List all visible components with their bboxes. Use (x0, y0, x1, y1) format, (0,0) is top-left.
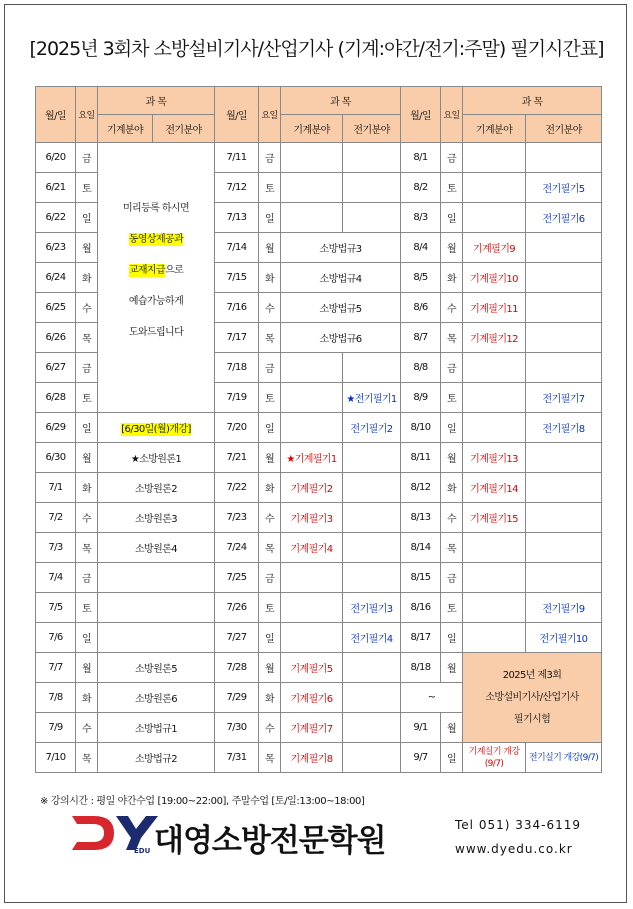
date-cell: 7/31 (215, 743, 259, 773)
date-cell: 7/19 (215, 383, 259, 413)
elec-subject-cell (526, 143, 602, 173)
date-cell: 7/12 (215, 173, 259, 203)
elec-subject-cell: 전기필기10 (526, 623, 602, 653)
mech-practical-notice: 기계실기 개강(9/7) (463, 743, 526, 773)
elec-subject-cell (343, 683, 401, 713)
elec-subject-cell: 전기필기8 (526, 413, 602, 443)
day-cell: 토 (76, 173, 98, 203)
date-cell: 8/2 (401, 173, 441, 203)
date-cell: 6/26 (36, 323, 76, 353)
open-notice (98, 413, 215, 443)
table-row (36, 503, 602, 533)
mech-subject-cell: 기계필기8 (281, 743, 343, 773)
mech-subject-cell (281, 173, 343, 203)
mech-subject-cell (463, 203, 526, 233)
promo-message (98, 143, 215, 413)
date-cell: 7/16 (215, 293, 259, 323)
table-row (36, 443, 602, 473)
date-cell: 7/20 (215, 413, 259, 443)
day-cell: 월 (259, 233, 281, 263)
mech-subject-cell: 기계필기5 (281, 653, 343, 683)
date-cell: 8/12 (401, 473, 441, 503)
date-cell: 7/22 (215, 473, 259, 503)
day-cell: 월 (76, 653, 98, 683)
date-cell: 8/1 (401, 143, 441, 173)
date-cell: 8/6 (401, 293, 441, 323)
elec-subject-cell (526, 263, 602, 293)
day-cell: 월 (441, 443, 463, 473)
day-cell: 목 (76, 533, 98, 563)
elec-subject-cell: 전기필기4 (343, 623, 401, 653)
header-mech: 기계분야 (98, 115, 153, 143)
day-cell: 토 (259, 173, 281, 203)
mech-subject-cell: ★기계필기1 (281, 443, 343, 473)
date-cell: 8/4 (401, 233, 441, 263)
day-cell: 수 (259, 713, 281, 743)
elec-subject-cell (343, 143, 401, 173)
table-row (36, 473, 602, 503)
date-cell: 8/7 (401, 323, 441, 353)
mech-subject-cell: 기계필기4 (281, 533, 343, 563)
mech-subject-cell (463, 533, 526, 563)
date-cell: 7/26 (215, 593, 259, 623)
promo-line: 예습가능하게 (128, 296, 184, 307)
elec-subject-cell (343, 473, 401, 503)
day-cell: 화 (441, 263, 463, 293)
exam-line: 필기시험 (513, 713, 551, 725)
day-cell: 수 (259, 503, 281, 533)
header-date: 월/일 (401, 87, 441, 143)
header-subject: 과 목 (281, 87, 401, 115)
date-cell: 6/24 (36, 263, 76, 293)
day-cell: 토 (259, 383, 281, 413)
date-cell: 7/17 (215, 323, 259, 353)
day-cell: 금 (76, 353, 98, 383)
date-cell: 7/8 (36, 683, 76, 713)
day-cell: 화 (259, 473, 281, 503)
date-cell: 7/27 (215, 623, 259, 653)
elec-subject-cell: 전기필기5 (526, 173, 602, 203)
mech-subject-cell: 기계필기10 (463, 263, 526, 293)
day-cell: 목 (441, 323, 463, 353)
elec-subject-cell (343, 653, 401, 683)
elec-subject-cell (343, 563, 401, 593)
mech-subject-cell (281, 563, 343, 593)
date-cell: 7/1 (36, 473, 76, 503)
day-cell: 일 (259, 623, 281, 653)
day-cell: 화 (441, 473, 463, 503)
date-cell: 8/8 (401, 353, 441, 383)
mech-subject-cell: 기계필기11 (463, 293, 526, 323)
table-row (36, 593, 602, 623)
dy-edu-logo (70, 812, 160, 854)
day-cell: 토 (441, 173, 463, 203)
date-cell: 7/28 (215, 653, 259, 683)
mech-subject-cell (281, 203, 343, 233)
date-cell: 6/27 (36, 353, 76, 383)
class-time-note: ※ 강의시간 : 평일 야간수업 [19:00~22:00], 주말수업 [토/일:13:00~18:00] (40, 796, 365, 807)
mech-subject-cell (463, 143, 526, 173)
day-cell: 화 (76, 683, 98, 713)
elec-subject-cell (343, 443, 401, 473)
elec-subject-cell (343, 713, 401, 743)
date-cell: 9/1 (401, 713, 441, 743)
elec-subject-cell (343, 533, 401, 563)
table-row (36, 743, 602, 773)
date-cell: 7/11 (215, 143, 259, 173)
date-cell: 7/14 (215, 233, 259, 263)
day-cell: 수 (76, 293, 98, 323)
mech-subject-cell (281, 383, 343, 413)
mech-subject-cell: 기계필기9 (463, 233, 526, 263)
date-cell: 6/30 (36, 443, 76, 473)
day-cell: 일 (259, 413, 281, 443)
day-cell: 금 (259, 563, 281, 593)
elec-subject-cell (526, 473, 602, 503)
telephone: Tel 051) 334-6119 (455, 818, 581, 832)
date-cell: 7/6 (36, 623, 76, 653)
elec-subject-cell (343, 743, 401, 773)
elec-subject-cell (526, 563, 602, 593)
subject-cell: 소방법규6 (281, 323, 401, 353)
subject-cell: 소방원론3 (98, 503, 215, 533)
elec-subject-cell (343, 203, 401, 233)
table-row (36, 143, 602, 173)
date-cell: 7/21 (215, 443, 259, 473)
day-cell: 일 (441, 413, 463, 443)
date-cell: 8/14 (401, 533, 441, 563)
elec-subject-cell (526, 353, 602, 383)
date-cell: 8/16 (401, 593, 441, 623)
subject-cell (98, 593, 215, 623)
subject-cell: 소방원론6 (98, 683, 215, 713)
date-cell: 6/23 (36, 233, 76, 263)
date-cell: 8/11 (401, 443, 441, 473)
header-subject: 과 목 (463, 87, 602, 115)
date-cell: 7/5 (36, 593, 76, 623)
elec-subject-cell (526, 293, 602, 323)
date-cell: 7/7 (36, 653, 76, 683)
mech-subject-cell: 기계필기2 (281, 473, 343, 503)
mech-subject-cell: 기계필기12 (463, 323, 526, 353)
page-title: [2025년 3회차 소방설비기사/산업기사 (기계:야간/전기:주말) 필기시간표] (29, 38, 604, 60)
website: www.dyedu.co.kr (455, 842, 573, 856)
date-cell: 7/24 (215, 533, 259, 563)
subject-cell: 소방법규4 (281, 263, 401, 293)
day-cell: 금 (76, 563, 98, 593)
mech-subject-cell (463, 623, 526, 653)
schedule-table (35, 86, 602, 773)
day-cell: 화 (259, 263, 281, 293)
date-cell: 7/25 (215, 563, 259, 593)
mech-subject-cell: 기계필기15 (463, 503, 526, 533)
day-cell: 화 (76, 473, 98, 503)
day-cell: 금 (441, 143, 463, 173)
elec-subject-cell: 전기필기7 (526, 383, 602, 413)
header-elec: 전기분야 (526, 115, 602, 143)
mech-subject-cell (463, 353, 526, 383)
date-cell: 7/23 (215, 503, 259, 533)
date-cell: 8/13 (401, 503, 441, 533)
subject-cell (98, 563, 215, 593)
elec-subject-cell (526, 323, 602, 353)
date-cell: 6/21 (36, 173, 76, 203)
table-row (36, 623, 602, 653)
header-mech: 기계분야 (463, 115, 526, 143)
day-cell: 월 (441, 233, 463, 263)
date-cell: 7/30 (215, 713, 259, 743)
elec-subject-cell: 전기필기3 (343, 593, 401, 623)
day-cell: 수 (76, 713, 98, 743)
subject-cell: ★소방원론1 (98, 443, 215, 473)
mech-subject-cell (281, 353, 343, 383)
day-cell: 수 (259, 293, 281, 323)
elec-subject-cell (526, 443, 602, 473)
day-cell: 금 (441, 353, 463, 383)
date-cell: 8/5 (401, 263, 441, 293)
header-day: 요일 (76, 87, 98, 143)
mech-subject-cell (463, 593, 526, 623)
mech-subject-cell: 기계필기7 (281, 713, 343, 743)
header-elec: 전기분야 (343, 115, 401, 143)
promo-highlight: 교재지급 (128, 265, 166, 276)
day-cell: 월 (259, 443, 281, 473)
date-cell: 8/3 (401, 203, 441, 233)
elec-subject-cell: 전기필기9 (526, 593, 602, 623)
day-cell: 월 (259, 653, 281, 683)
day-cell: 일 (259, 203, 281, 233)
day-cell: 일 (441, 203, 463, 233)
date-cell: 8/17 (401, 623, 441, 653)
day-cell: 화 (76, 263, 98, 293)
header-day: 요일 (441, 87, 463, 143)
mech-subject-cell: 기계필기6 (281, 683, 343, 713)
promo-line: 미리등록 하시면 (123, 203, 189, 214)
date-cell: 8/15 (401, 563, 441, 593)
date-cell: 7/10 (36, 743, 76, 773)
date-cell: 6/28 (36, 383, 76, 413)
table-row (36, 413, 602, 443)
day-cell: 금 (259, 143, 281, 173)
date-cell: 6/20 (36, 143, 76, 173)
promo-line: 도와드립니다 (128, 327, 184, 338)
subject-cell: 소방원론4 (98, 533, 215, 563)
mech-subject-cell (463, 173, 526, 203)
day-cell: 월 (441, 713, 463, 743)
date-cell: 7/29 (215, 683, 259, 713)
day-cell: 월 (76, 443, 98, 473)
day-cell: 금 (259, 353, 281, 383)
day-cell: 월 (441, 653, 463, 683)
day-cell: 수 (441, 503, 463, 533)
day-cell: 화 (259, 683, 281, 713)
header-date: 월/일 (215, 87, 259, 143)
elec-subject-cell (343, 503, 401, 533)
exam-line: 2025년 제3회 (502, 669, 562, 681)
day-cell: 금 (76, 143, 98, 173)
mech-subject-cell (281, 413, 343, 443)
date-cell: 7/15 (215, 263, 259, 293)
day-cell: 수 (441, 293, 463, 323)
academy-name: 대영소방전문학원 (154, 823, 386, 859)
exam-notice (463, 653, 602, 743)
date-cell: 8/9 (401, 383, 441, 413)
subject-cell: 소방원론2 (98, 473, 215, 503)
elec-subject-cell (343, 353, 401, 383)
mech-subject-cell: 기계필기14 (463, 473, 526, 503)
header-date: 월/일 (36, 87, 76, 143)
date-cell: 7/13 (215, 203, 259, 233)
mech-subject-cell (281, 593, 343, 623)
mech-subject-cell (463, 413, 526, 443)
mech-subject-cell (281, 623, 343, 653)
date-cell: 8/10 (401, 413, 441, 443)
day-cell: 목 (76, 323, 98, 353)
day-cell: 월 (76, 233, 98, 263)
header-subject: 과 목 (98, 87, 215, 115)
date-cell: 8/18 (401, 653, 441, 683)
date-cell: 6/29 (36, 413, 76, 443)
day-cell: 목 (441, 533, 463, 563)
mech-subject-cell: 기계필기13 (463, 443, 526, 473)
date-cell: 7/3 (36, 533, 76, 563)
elec-subject-cell (526, 233, 602, 263)
date-cell: 6/22 (36, 203, 76, 233)
day-cell: 일 (76, 623, 98, 653)
day-cell: 토 (76, 383, 98, 413)
day-cell: 토 (259, 593, 281, 623)
promo-line: 으로 (165, 265, 184, 276)
subject-cell: 소방원론5 (98, 653, 215, 683)
subject-cell (98, 623, 215, 653)
day-cell: 목 (259, 743, 281, 773)
header-day: 요일 (259, 87, 281, 143)
mech-subject-cell (463, 383, 526, 413)
elec-subject-cell (526, 533, 602, 563)
exam-line: 소방설비기사/산업기사 (485, 691, 579, 703)
day-cell: 일 (76, 413, 98, 443)
subject-cell: 소방법규1 (98, 713, 215, 743)
mech-subject-cell: 기계필기3 (281, 503, 343, 533)
day-cell: 일 (441, 743, 463, 773)
day-cell: 토 (441, 593, 463, 623)
promo-highlight: 동영상제공과 (128, 234, 184, 245)
day-cell: 금 (441, 563, 463, 593)
date-cell: 7/18 (215, 353, 259, 383)
subject-cell: 소방법규2 (98, 743, 215, 773)
day-cell: 토 (76, 593, 98, 623)
date-cell: 7/2 (36, 503, 76, 533)
day-cell: 목 (76, 743, 98, 773)
elec-subject-cell: ★전기필기1 (343, 383, 401, 413)
date-cell: 7/9 (36, 713, 76, 743)
header-mech: 기계분야 (281, 115, 343, 143)
table-row (36, 563, 602, 593)
header-elec: 전기분야 (153, 115, 215, 143)
elec-subject-cell: 전기필기2 (343, 413, 401, 443)
date-cell: 7/4 (36, 563, 76, 593)
mech-subject-cell (281, 143, 343, 173)
table-row (36, 533, 602, 563)
elec-subject-cell (343, 173, 401, 203)
day-cell: 목 (259, 533, 281, 563)
mech-subject-cell (463, 563, 526, 593)
day-cell: 토 (441, 383, 463, 413)
table-row (36, 653, 602, 683)
date-cell: 9/7 (401, 743, 441, 773)
day-cell: 목 (259, 323, 281, 353)
subject-cell: 소방법규3 (281, 233, 401, 263)
date-cell: ~ (401, 683, 463, 713)
open-notice-text: [6/30일(월)개강] (121, 424, 191, 435)
elec-subject-cell (526, 503, 602, 533)
day-cell: 수 (76, 503, 98, 533)
subject-cell: 소방법규5 (281, 293, 401, 323)
logo-sub: EDU (134, 847, 151, 854)
day-cell: 일 (76, 203, 98, 233)
elec-practical-notice: 전기실기 개강(9/7) (526, 743, 602, 773)
elec-subject-cell: 전기필기6 (526, 203, 602, 233)
date-cell: 6/25 (36, 293, 76, 323)
day-cell: 일 (441, 623, 463, 653)
